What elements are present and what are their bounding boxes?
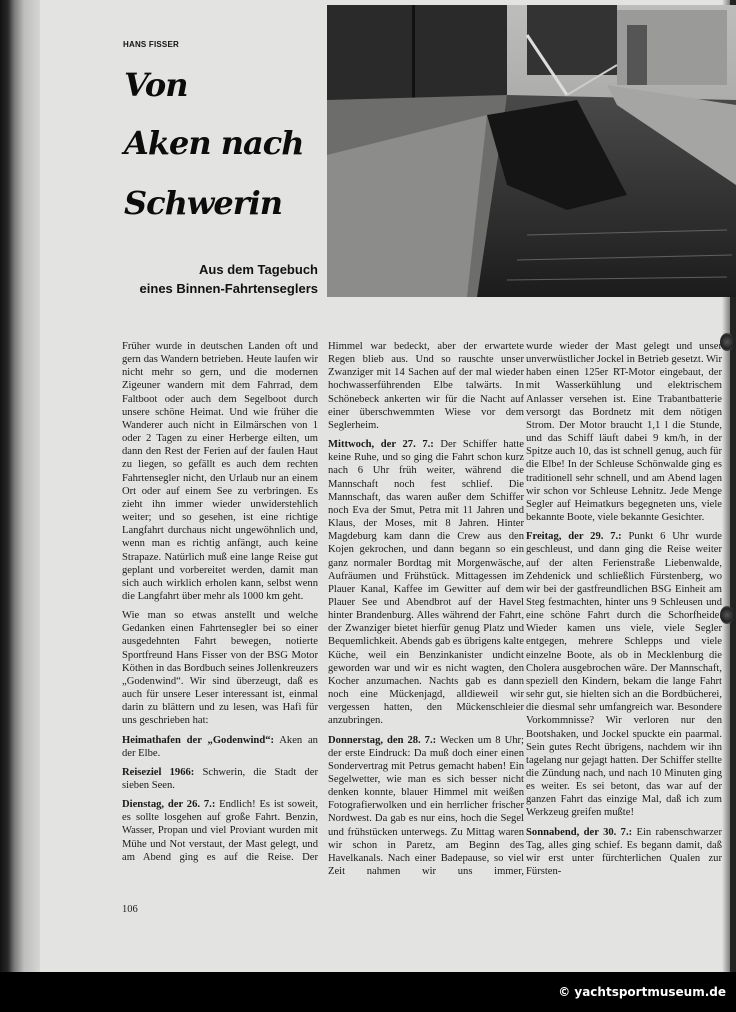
page-number: 106 xyxy=(122,904,138,915)
article-paragraph xyxy=(328,340,524,432)
article-paragraph xyxy=(526,530,722,819)
article-column-2 xyxy=(328,340,524,884)
article-column-1 xyxy=(122,340,318,870)
diary-date-heading: Mittwoch, der 27. 7.: xyxy=(328,439,434,451)
article-paragraph xyxy=(328,734,524,879)
title-line-1: Von xyxy=(124,66,188,104)
diary-date-heading: Reiseziel 1966: xyxy=(122,766,195,778)
paragraph-text: Der Schiffer hatte keine Ruhe, und so ging die Fahrt schon kurz nach 6 Uhr früh weiter, während die Mannschaft noch fest schlief. Die Mannschaft, das waren außer dem Schiffer noch Eva der Smut, Petra mit 11 Jahren und Klaus, der Moses, mit 8 Jahren. Hinter Magdeburg kam dann die Crew aus den Kojen gekrochen, und dann begann so ein ganz normaler Bordtag mit Morgenwäsche, Aufräumen und Frühstück. Mittagessen im Plauer Kanal, Kaffee im Gewitter auf dem Plauer See und Abendbrot auf der Havel hinter Brandenburg. Alles während der Fahrt, der Zwanziger bietet hierfür genug Platz und Bequemlichkeit. Abends gab es übrigens kalte Küche, weil ein Benzinkanister undicht geworden war und wir es nicht wagten, den Kocher anzumachen. Nachts gab es dann noch eine Mückenjagd, alldieweil wir vergessen hatten, den Mückenschleier anzubringen. xyxy=(328,439,525,727)
paragraph-text: Schwerin, die Stadt der sieben Seen. xyxy=(122,766,319,791)
article-paragraph xyxy=(526,340,722,524)
paragraph-text: Endlich! Es ist soweit, es sollte losgehen auf große Fahrt. Benzin, Wasser, Propan und viel Proviant wurden mit Mühe und Not verstaut, der Mast gelegt, und am Abend ging es auf die Reise. Der xyxy=(122,799,318,863)
binder-hole xyxy=(720,606,734,624)
paragraph-text: Wie man so etwas anstellt und welche Gedanken einen Fahrtensegler bei so einer ausgedehnten Fahrt bewegen, notierte Sportfreund Hans Fisser von der BSG Motor Köthen in das Bordbuch seines Jollenkreuzers „Godenwind“. Wir sind überzeugt, daß es auch für unsere Leser interessant ist, einmal darin zu blättern und zu lesen, was Hafi für uns geschrieben hat: xyxy=(122,610,318,727)
title-line-2: Aken nach xyxy=(124,124,304,162)
paragraph-text: Punkt 6 Uhr wurde geschleust, und dann ging die Reise weiter auf der alten Ferienstraße Liebenwalde, Zehdenick und schließlich Fürstenberg, wo wir bei der gastfreundlichen BSG Einheit am Steg festmachten, hinter uns 9 Schleusen und eine schöne Fahrt durch die Schorfheide. Wieder kamen uns viele, viele Segler entgegen, mehrere Schlepps und viele einzelne Boote, als ob in Mecklenburg die Cholera ausgebrochen wäre. Der Mannschaft, speziell den Kindern, bekam die lange Fahrt sehr gut, sie hielten sich an die Bordbücherei, die diesmal sehr umfangreich war. Besondere Vorkommnisse? Wir verloren nur den Bootshaken, und Jockel spuckte ein paarmal. Sein gutes Recht übrigens, nachdem wir ihn tagelang nur gejagt hatten. Der Schiffer stellte die Zündung nach, und nach 10 Minuten ging es weiter. Es sei betont, das war auf der ganzen Fahrt das einzige Mal, daß ich zum Werkzeug greifen mußte! xyxy=(526,531,722,819)
paragraph-text: Früher wurde in deutschen Landen oft und gern das Wandern betrieben. Heute laufen wir nicht mehr so gern, und die modernen Zigeuner wandern mit dem Fahrrad, dem Faltboot oder auch dem Segelboot durch unsere schöne Heimat. Und wie früher die Wanderer auch nicht in Eilmärschen von 1 oder 2 Tagen zu einer Herberge eilten, um dann den Rest der Ferien auf der faulen Haut zu liegen, so gefällt es auch dem rechten Fahrtensegler nicht, den Urlaub nur an einem Ort oder auf einem See zu verbringen. Es zieht ihn immer wieder unwiderstehlich weiter; und so gesehen, ist eine richtige Langfahrt durchaus nicht ungewöhnlich und, wenn man es richtig anfängt, auch keine Strapaze. Natürlich muß eine lange Reise gut geplant und vorbereitet werden, damit man sich auch wirklich erholen kann, selbst wenn die Langfahrt über mehr als 1000 km geht. xyxy=(122,341,318,602)
paragraph-text: wurde wieder der Mast gelegt und unser unverwüstlicher Jockel in Betrieb gesetzt. Wir haben einen 125er RT-Motor eingebaut, der mit Wasserkühlung und elektrischem Anlasser versehen ist. Eine Trabantbatterie versorgt das Bordnetz mit dem nötigen Strom. Der Motor braucht 1,1 l die Stunde, und das Schiff läuft dabei 9 km/h, in der Spitze auch 10, das ist schnell genug, auch für die Elbe! In der Schleuse Schönwalde ging es traditionell sehr schnell, und am Abend lagen wir schon vor Schleuse Lehnitz. Jede Menge Segler auf Heimatkurs begegneten uns, viele bekannte Boote, viele bekannte Gesichter. xyxy=(526,341,722,524)
article-column-3 xyxy=(526,340,722,884)
subtitle-line-1: Aus dem Tagebuch xyxy=(199,262,318,277)
diary-date-heading: Heimathafen der „Godenwind“: xyxy=(122,734,275,746)
article-paragraph xyxy=(122,734,318,760)
article-paragraph xyxy=(328,438,524,727)
diary-date-heading: Sonnabend, der 30. 7.: xyxy=(526,826,633,838)
diary-date-heading: Donnerstag, den 28. 7.: xyxy=(328,734,437,746)
article-paragraph xyxy=(526,826,722,879)
diary-date-heading: Freitag, der 29. 7.: xyxy=(526,531,622,543)
title-line-3: Schwerin xyxy=(124,184,283,222)
copyright-watermark: © yachtsportmuseum.de xyxy=(558,985,726,999)
article-paragraph xyxy=(122,766,318,792)
paragraph-text: Aken an der Elbe. xyxy=(122,734,318,759)
subtitle-line-2: eines Binnen-Fahrtenseglers xyxy=(139,281,318,296)
author-name: HANS FISSER xyxy=(123,40,179,49)
paragraph-text: Ein rabenschwarzer Tag, alles ging schief. Es begann damit, daß wir erst unter fürchterlichen Qualen zur Fürsten- xyxy=(526,826,723,878)
article-paragraph xyxy=(122,609,318,727)
paragraph-text: Himmel war bedeckt, aber der erwartete Regen blieb aus. Und so rauschte unser Zwanziger mit 14 Sachen auf der mal wieder hochwasserführenden Elbe talwärts. In Schönebeck ankerten wir für die Nacht auf einer überschwemmten Wiese vor dem Seglerheim. xyxy=(328,341,524,431)
article-paragraph xyxy=(122,798,318,864)
binder-hole xyxy=(720,333,734,351)
article-paragraph xyxy=(122,340,318,603)
canal-lock-photo xyxy=(327,5,736,297)
diary-date-heading: Dienstag, der 26. 7.: xyxy=(122,799,216,811)
paragraph-text: Wecken um 8 Uhr; der erste Eindruck: Da muß doch einer einen Sondervertrag mit Petrus gemacht haben! Ein Segelwetter, wie man es sich besser nicht denken konnte, blauer Himmel mit weißen Fotografierwolken und ein herrlicher frischer Nordwest. Da gab es nur eins, hoch die Segel und frühstücken unterwegs. Zu Mittag waren wir schon in Paretz, am Beginn des Havelkanals. Nach einer Badepause, so viel Zeit nahmen wir uns immer, xyxy=(328,734,524,878)
